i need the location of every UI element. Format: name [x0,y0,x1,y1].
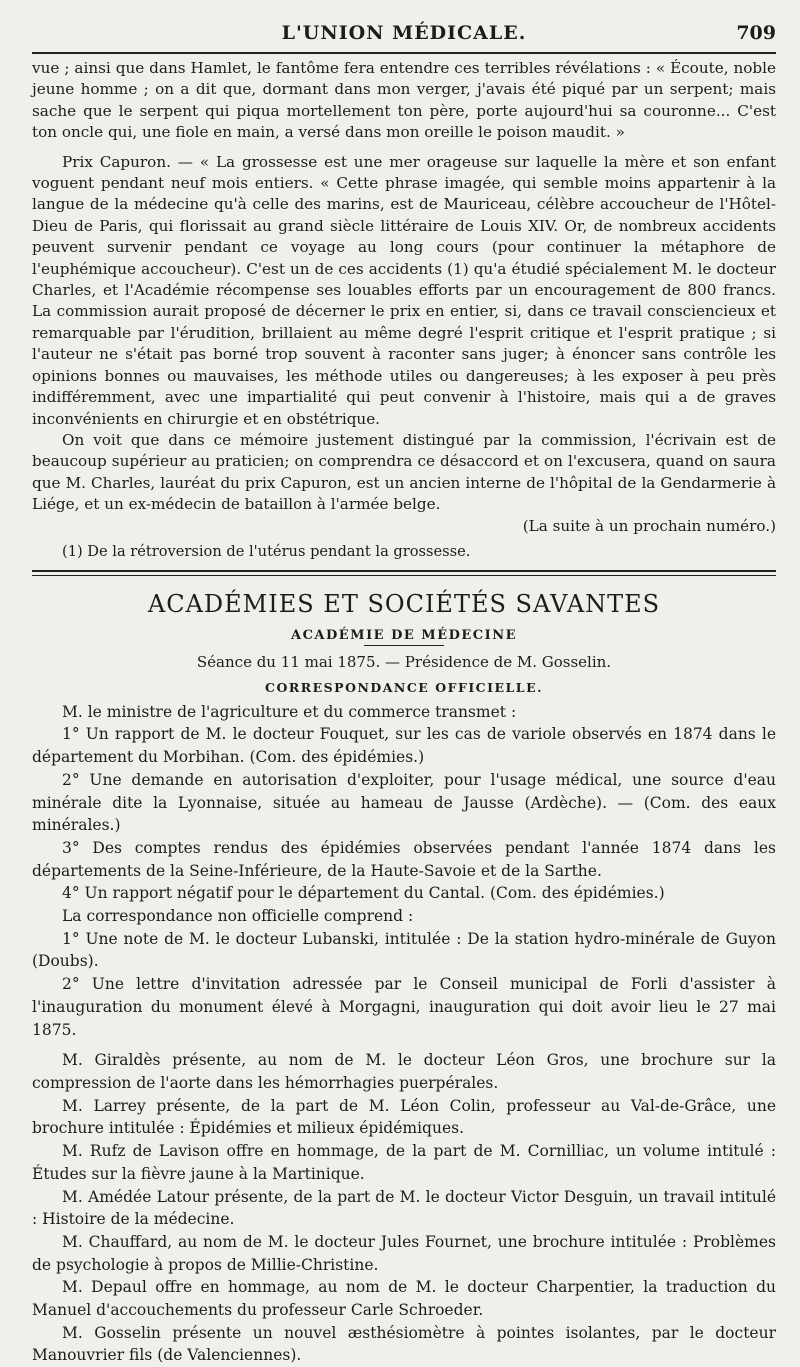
section-rule-top [32,570,776,572]
article-paragraph-3: On voit que dans ce mémoire justement distingué par la commission, l'écrivain est de beaucoup supérieur au praticien; on comprendra ce désaccord et on l'excusera, quand on saura que M. Charles, lauréat du prix Capuron, est un ancien interne de l'hôpital de la Gendarmerie à Liége, et un ex-médecin de bataillon à l'armée belge. [32,430,776,514]
body-paragraph: M. Larrey présente, de la part de M. Léon Colin, professeur au Val-de-Grâce, une brochure intitulée : Épidémies et milieux épidémiques. [32,1096,776,1138]
article-paragraph-1: vue ; ainsi que dans Hamlet, le fantôme fera entendre ces terribles révélations : « Écoute, noble jeune homme ; on a dit que, dormant dans mon verger, j'avais été piqué par un serpent; mais sache que le serpent qui piqua mortellement ton père, porte aujourd'hui sa couronne... C'est ton oncle qui, une fiole en main, a versé dans mon oreille le poison maudit. » [32,59,776,142]
body-paragraph: M. Amédée Latour présente, de la part de M. le docteur Victor Desguin, un travail intitulé : Histoire de la médecine. [32,1187,776,1229]
newspaper-page [32,0,776,1365]
body-paragraph: 2° Une lettre d'invitation adressée par le Conseil municipal de Forli d'assister à l'inauguration du monument élevé à Morgagni, inauguration qui doit avoir lieu le 27 mai 1875. [32,975,776,1039]
body-paragraph: M. Gosselin présente un nouvel æsthésiomètre à pointes isolantes, par le docteur Manouvrier fils (de Valenciennes). [32,1323,776,1365]
header-rule [32,52,776,54]
article-continuation [32,58,776,562]
footnote: (1) De la rétroversion de l'utérus pendant la grossesse. [62,542,471,560]
session-line: Séance du 11 mai 1875. — Présidence de M. Gosselin. [196,653,612,672]
academy-heading: ACADÉMIE DE MÉDECINE [290,628,517,644]
body-paragraph: 1° Un rapport de M. le docteur Fouquet, sur les cas de variole observés en 1874 dans le département du Morbihan. (Com. des épidémies.) [32,725,776,767]
body-paragraph: M. le ministre de l'agriculture et du commerce transmet : [62,702,517,721]
session-body [32,701,776,1367]
body-paragraph: 3° Des comptes rendus des épidémies observées pendant l'année 1874 dans les départements de la Seine-Inférieure, de la Haute-Savoie et de la Sarthe. [32,838,776,880]
article-paragraph-2: Prix Capuron. — « La grossesse est une mer orageuse sur laquelle la mère et son enfant voguent pendant neuf mois entiers. « Cette phrase imagée, qui semble moins appartenir à la langue de la médecine qu'à celle des marins, est de Mauriceau, célèbre accoucheur de l'Hôtel-Dieu de Paris, qui florissait au grand siècle littéraire de Louis XIV. Or, de nombreux accidents peuvent survenir pendant ce voyage au long cours (pour continuer la métaphore de l'euphémique accoucheur). C'est un de ces accidents (1) qu'a étudié spécialement M. le docteur Charles, et l'Académie récompense ses louables efforts par un encouragement de 800 francs. La commission aurait proposé de décerner le prix en entier, si, dans ce travail consciencieux et remarquable par l'érudition, brillaient au même degré l'esprit critique et l'esprit pratique ; si l'auteur ne s'était pas borné trop souvent à raconter sans juger; à énoncer sans contrôle les opinions bonnes ou mauvaises, les méthode utiles ou dangereuses; à les exposer à peu près indifféremment, avec une impartialité qui peut convenir à l'histoire, mais qui a de graves inconvénients en chirurgie et en obstétrique. [32,152,776,428]
correspondence-heading: CORRESPONDANCE OFFICIELLE. [265,679,543,695]
section-rule-bottom [32,575,776,576]
body-paragraph: 2° Une demande en autorisation d'exploiter, pour l'usage médical, une source d'eau minérale dite la Lyonnaise, située au hameau de Jausse (Ardèche). — (Com. des eaux minérales.) [32,770,776,835]
body-paragraph: M. Rufz de Lavison offre en hommage, de la part de M. Cornilliac, un volume intitulé : Études sur la fièvre jaune à la Martinique. [32,1142,776,1183]
section-title: ACADÉMIES ET SOCIÉTÉS SAVANTES [147,590,661,619]
body-paragraph: M. Chauffard, au nom de M. le docteur Jules Fournet, une brochure intitulée : Problèmes de psychologie à propos de Millie-Christine. [32,1232,776,1274]
journal-title: L'UNION MÉDICALE. [281,22,527,44]
body-paragraph: 4° Un rapport négatif pour le département du Cantal. (Com. des épidémies.) [62,884,665,903]
page-number: 709 [736,22,776,44]
body-paragraph: M. Giraldès présente, au nom de M. le docteur Léon Gros, une brochure sur la compression de l'aorte dans les hémorrhagies puerpérales. [32,1051,776,1092]
running-header [32,0,776,58]
body-paragraph: 1° Une note de M. le docteur Lubanski, intitulée : De la station hydro-minérale de Guyon (Doubs). [32,929,776,971]
body-paragraph: M. Depaul offre en hommage, au nom de M. le docteur Charpentier, la traduction du Manuel d'accouchements du professeur Carle Schroeder. [32,1278,776,1320]
continued-note: (La suite à un prochain numéro.) [522,516,776,535]
body-paragraph: La correspondance non officielle comprend : [62,907,414,926]
heading-rule [364,645,444,646]
